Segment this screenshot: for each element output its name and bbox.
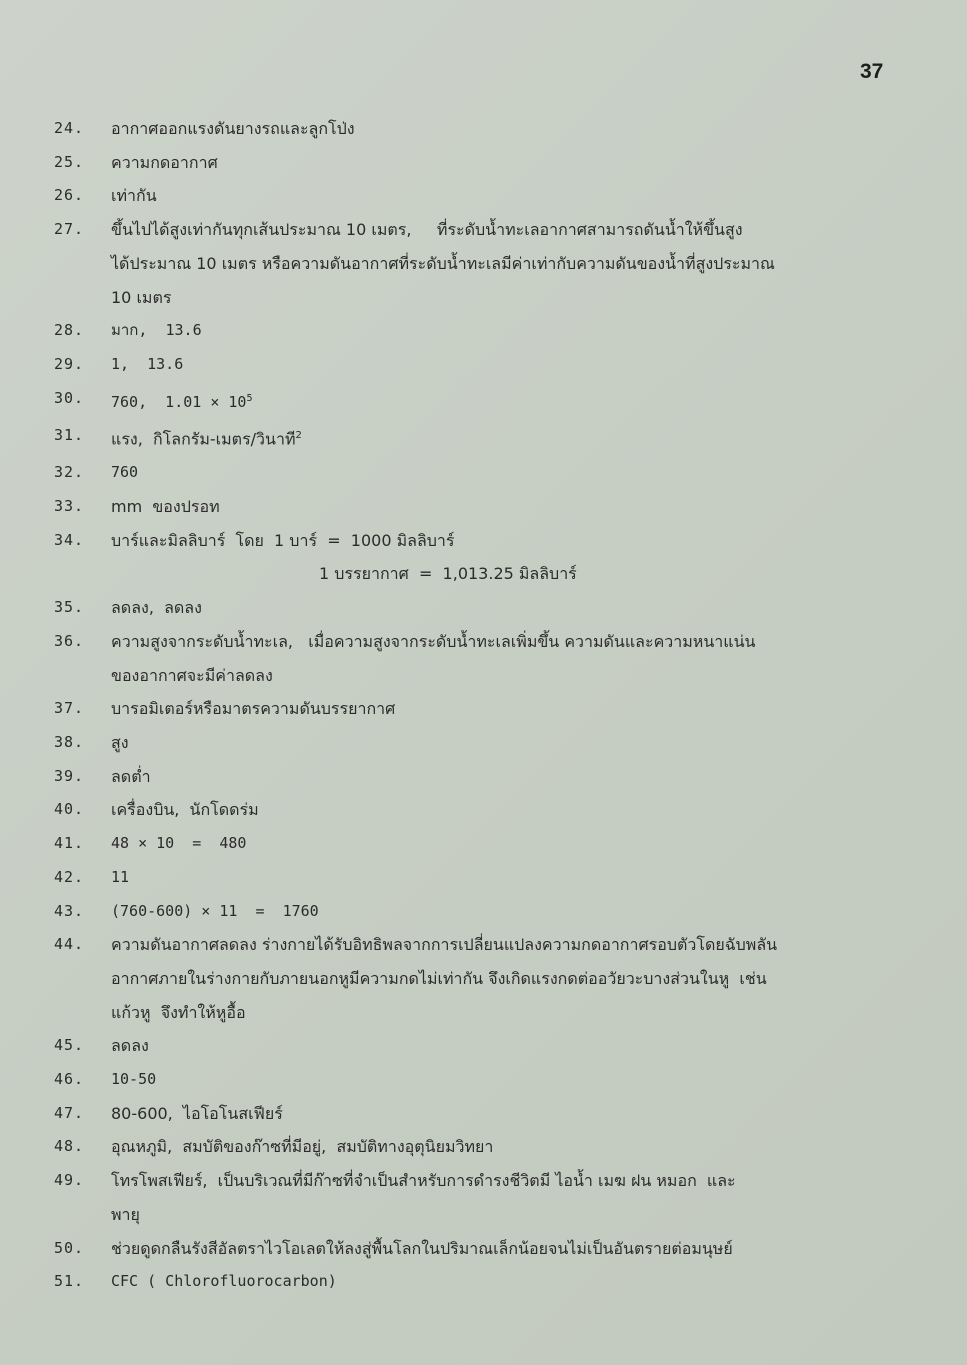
answer-item [54, 1063, 904, 1097]
answer-number: 32. [54, 463, 85, 482]
answer-number: 37. [54, 699, 85, 718]
answer-text: โทรโพสเฟียร์, เป็นบริเวณที่มีก๊าซที่จำเป็นสำหรับการดำรงชีวิตมี ไอน้ำ เมฆ ฝน หมอก และ [111, 1171, 736, 1191]
answer-item [54, 213, 904, 314]
answer-text-line [111, 726, 904, 760]
answer-text: ขึ้นไปได้สูงเท่ากันทุกเส้นประมาณ 10 เมตร, ที่ระดับน้ำทะเลอากาศสามารถดันน้ำให้ขึ้นสูง [111, 220, 743, 240]
answer-text: 10-50 [111, 1070, 157, 1089]
answer-text-line [111, 1265, 904, 1299]
answer-text: ของอากาศจะมีค่าลดลง [111, 665, 273, 685]
answer-text: ความสูงจากระดับน้ำทะเล, เมื่อความสูงจากระดับน้ำทะเลเพิ่มขึ้น ความดันและความหนาแน่น [111, 631, 756, 651]
answer-text: ลดต่ำ [111, 766, 151, 786]
answer-item [54, 382, 904, 420]
answer-number: 40. [54, 800, 85, 819]
answer-number: 33. [54, 497, 85, 516]
answer-text-line [111, 490, 904, 524]
answer-text-line [111, 996, 904, 1030]
answer-item [54, 146, 904, 180]
answer-text: แก้วหู จึงทำให้หูอื้อ [111, 1002, 246, 1022]
answer-text-line [111, 112, 904, 146]
answer-text: เท่ากัน [111, 186, 157, 206]
answer-text-line [111, 760, 904, 794]
answer-text-line [111, 524, 904, 558]
answer-number: 34. [54, 530, 85, 549]
answer-text: ช่วยดูดกลืนรังสีอัลตราไวโอเลตให้ลงสู่พื้นโลกในปริมาณเล็กน้อยจนไม่เป็นอันตรายต่อมนุษย์ [111, 1238, 733, 1258]
answer-item [54, 1130, 904, 1164]
answer-item [54, 490, 904, 524]
answer-text-line [111, 692, 904, 726]
answer-number: 46. [54, 1070, 85, 1089]
answer-text-line [111, 1029, 904, 1063]
answer-text: บาร์และมิลลิบาร์ โดย 1 บาร์ = 1000 มิลลิบาร์ [111, 530, 455, 550]
answer-text-line [111, 348, 904, 382]
answer-number: 47. [54, 1103, 85, 1122]
answer-text-line [111, 247, 904, 281]
answer-text-line [111, 213, 904, 247]
answer-text: ความดันอากาศลดลง ร่างกายได้รับอิทธิพลจากการเปลี่ยนแปลงความกดอากาศรอบตัวโดยฉับพลัน [111, 935, 778, 955]
answer-text: 1, 13.6 [111, 354, 184, 373]
answer-text-line [111, 895, 904, 929]
answer-number: 45. [54, 1036, 85, 1055]
answer-item [54, 1164, 904, 1231]
answer-number: 28. [54, 321, 85, 340]
answer-text-line [111, 625, 904, 659]
answer-item [54, 760, 904, 794]
answer-item [54, 895, 904, 929]
answer-text: อุณหภูมิ, สมบัติของก๊าซที่มีอยู่, สมบัติทางอุตุนิยมวิทยา [111, 1137, 494, 1157]
answer-item [54, 419, 904, 456]
answer-item [54, 179, 904, 213]
answer-text: ลดลง, ลดลง [111, 598, 202, 618]
answer-text: บารอมิเตอร์หรือมาตรความดันบรรยากาศ [111, 699, 396, 719]
answer-text-line [111, 591, 904, 625]
answer-text: ลดลง [111, 1036, 149, 1056]
answer-text-line [111, 962, 904, 996]
superscript: 2 [295, 430, 302, 442]
answer-number: 50. [54, 1238, 85, 1257]
answer-text: 760, 1.01 × 10 [111, 392, 247, 411]
answer-number: 44. [54, 935, 85, 954]
answer-text-line [111, 456, 904, 490]
answer-item [54, 456, 904, 490]
answer-text: เครื่องบิน, นักโดดร่ม [111, 800, 259, 820]
answer-text: 48 × 10 = 480 [111, 834, 247, 853]
answer-text: 80-600, ไอโอโนสเฟียร์ [111, 1103, 283, 1123]
answer-text: สูง [111, 732, 129, 752]
answer-text-line [111, 659, 904, 693]
answer-text-line [111, 1063, 904, 1097]
answer-text-line [111, 146, 904, 180]
answer-text-line [111, 314, 904, 348]
answer-number: 31. [54, 426, 85, 445]
answer-item [54, 1029, 904, 1063]
page-number: 37 [860, 60, 884, 83]
answer-number: 43. [54, 901, 85, 920]
answer-item [54, 1265, 904, 1299]
answer-item [54, 1097, 904, 1131]
answer-number: 29. [54, 354, 85, 373]
answer-number: 48. [54, 1137, 85, 1156]
answer-text-line [111, 1130, 904, 1164]
answer-item [54, 793, 904, 827]
answer-text: 10 เมตร [111, 287, 172, 307]
answer-text-line [111, 382, 904, 420]
answer-number: 35. [54, 598, 85, 617]
answer-text-line [111, 419, 904, 456]
answer-number: 38. [54, 732, 85, 751]
answer-number: 39. [54, 766, 85, 785]
answer-text: (760-600) × 11 = 1760 [111, 901, 319, 920]
answer-number: 41. [54, 834, 85, 853]
answer-number: 24. [54, 119, 85, 137]
answer-item [54, 928, 904, 1029]
answer-text-line [111, 1232, 904, 1266]
answer-item [54, 112, 904, 146]
answer-item [54, 348, 904, 382]
answer-item [54, 861, 904, 895]
answer-item [54, 314, 904, 348]
answer-number: 51. [54, 1272, 85, 1291]
answer-text: พายุ [111, 1204, 140, 1224]
answer-text-line [111, 1198, 904, 1232]
answer-text-line [111, 928, 904, 962]
superscript: 5 [246, 392, 253, 404]
answer-number: 25. [54, 152, 85, 171]
answer-text: ความกดอากาศ [111, 152, 218, 172]
answer-number: 42. [54, 867, 85, 886]
answer-text-line [111, 861, 904, 895]
answer-text-line [111, 793, 904, 827]
answer-text-line [111, 827, 904, 861]
answer-text-line [319, 557, 904, 591]
answer-text: 760 [111, 463, 139, 482]
answer-item [54, 625, 904, 692]
answer-text-line [111, 179, 904, 213]
answer-list [54, 112, 904, 1299]
answer-number: 27. [54, 220, 85, 239]
answer-text-line [111, 1097, 904, 1131]
answer-item [54, 524, 904, 591]
answer-number: 36. [54, 631, 85, 650]
answer-text: แรง, กิโลกรัม-เมตร/วินาที [111, 429, 296, 449]
answer-number: 30. [54, 388, 85, 407]
answer-text-line [111, 281, 904, 315]
answer-item [54, 827, 904, 861]
answer-text: อากาศภายในร่างกายกับภายนอกหูมีความกดไม่เท่ากัน จึงเกิดแรงกดต่ออวัยวะบางส่วนในหู เช่น [111, 968, 767, 988]
answer-text: CFC ( Chlorofluorocarbon) [111, 1272, 337, 1291]
answer-number: 26. [54, 186, 85, 205]
answer-text-line [111, 1164, 904, 1198]
answer-item [54, 726, 904, 760]
answer-number: 49. [54, 1171, 85, 1190]
answer-text: 11 [111, 867, 130, 886]
answer-text: อากาศออกแรงดันยางรถและลูกโป่ง [111, 119, 355, 138]
answer-item [54, 692, 904, 726]
answer-text: ได้ประมาณ 10 เมตร หรือความดันอากาศที่ระดับน้ำทะเลมีค่าเท่ากับความดันของน้ำที่สูงประมาณ [111, 253, 775, 273]
answer-text: mm ของปรอท [111, 497, 220, 517]
answer-text: 1 บรรยากาศ = 1,013.25 มิลลิบาร์ [319, 564, 577, 584]
answer-item [54, 591, 904, 625]
answer-text: มาก, 13.6 [111, 321, 202, 340]
answer-item [54, 1232, 904, 1266]
